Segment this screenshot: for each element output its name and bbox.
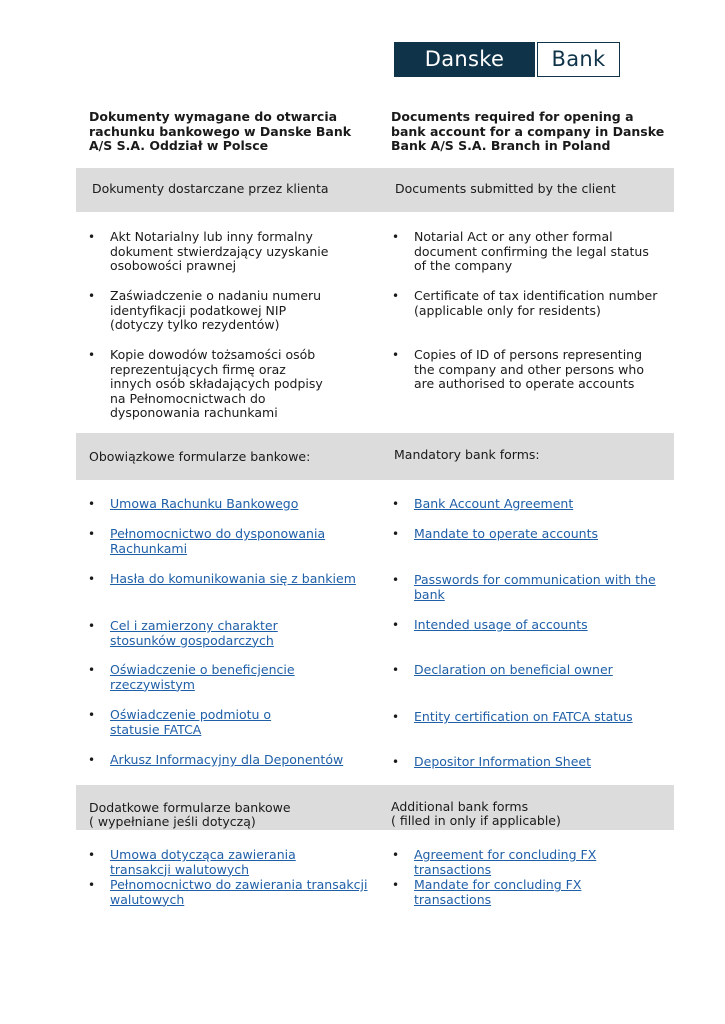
section-subheading-additional-forms-en: ( filled in only if applicable) [391, 813, 561, 828]
form-link-depositor-sheet-en[interactable]: • Depositor Information Sheet [392, 755, 662, 770]
list-item: • Notarial Act or any other formal document confirming the legal status of the company [392, 230, 662, 274]
form-link-intended-usage-pl[interactable]: • Cel i zamierzony charakter stosunków gospodarczych [88, 619, 338, 648]
section-heading-client-documents-pl: Dokumenty dostarczane przez klienta [92, 181, 329, 196]
list-item: • Akt Notarialny lub inny formalny dokument stwierdzający uzyskanie osobowości prawnej [88, 230, 368, 274]
section-heading-additional-forms-en: Additional bank forms [391, 799, 529, 814]
form-link-bank-account-agreement-pl[interactable]: • Umowa Rachunku Bankowego [88, 497, 368, 512]
form-link-intended-usage-en[interactable]: • Intended usage of accounts [392, 618, 662, 633]
logo-word-danske: Danske [394, 42, 535, 77]
list-item: • Zaświadczenie o nadaniu numeru identyfikacji podatkowej NIP (dotyczy tylko rezydentów) [88, 289, 328, 333]
document-title-english: Documents required for opening a bank account for a company in Danske Bank A/S S.A. Branch in Poland [391, 109, 665, 153]
form-link-beneficial-owner-en[interactable]: • Declaration on beneficial owner [392, 663, 662, 678]
form-link-beneficial-owner-pl[interactable]: • Oświadczenie o beneficjencie rzeczywistym [88, 663, 298, 692]
form-link-passwords-pl[interactable]: • Hasła do komunikowania się z bankiem [88, 572, 368, 587]
form-link-fx-mandate-pl[interactable]: • Pełnomocnictwo do zawierania transakcji walutowych [88, 878, 368, 907]
section-heading-additional-forms-pl: Dodatkowe formularze bankowe [89, 800, 291, 815]
form-link-fx-agreement-en[interactable]: • Agreement for concluding FX transactions [392, 848, 602, 877]
list-item: • Certificate of tax identification number (applicable only for residents) [392, 289, 662, 318]
document-title-polish: Dokumenty wymagane do otwarcia rachunku bankowego w Danske Bank A/S S.A. Oddział w Polsce [89, 109, 352, 153]
form-link-bank-account-agreement-en[interactable]: • Bank Account Agreement [392, 497, 662, 512]
section-subheading-additional-forms-pl: ( wypełniane jeśli dotyczą) [89, 814, 256, 829]
section-heading-mandatory-forms-pl: Obowiązkowe formularze bankowe: [89, 449, 311, 464]
section-heading-mandatory-forms-en: Mandatory bank forms: [394, 447, 540, 462]
form-link-fatca-en[interactable]: • Entity certification on FATCA status [392, 710, 662, 725]
form-link-fx-mandate-en[interactable]: • Mandate for concluding FX transactions [392, 878, 662, 907]
form-link-fx-agreement-pl[interactable]: • Umowa dotycząca zawierania transakcji walutowych [88, 848, 358, 877]
form-link-passwords-en[interactable]: • Passwords for communication with the bank [392, 573, 662, 602]
danske-bank-logo [394, 42, 620, 77]
form-link-fatca-pl[interactable]: • Oświadczenie podmiotu o statusie FATCA [88, 708, 318, 737]
logo-word-bank: Bank [537, 42, 620, 77]
form-link-mandate-en[interactable]: • Mandate to operate accounts [392, 527, 662, 542]
form-link-depositor-sheet-pl[interactable]: • Arkusz Informacyjny dla Deponentów [88, 753, 368, 768]
list-item: • Copies of ID of persons representing the company and other persons who are authorised to operate accounts [392, 348, 652, 392]
section-heading-client-documents-en: Documents submitted by the client [395, 181, 616, 196]
list-item: • Kopie dowodów tożsamości osób reprezentujących firmę oraz innych osób składających podpisy na Pełnomocnictwach do dysponowania rachunkami [88, 348, 328, 421]
form-link-mandate-pl[interactable]: • Pełnomocnictwo do dysponowania Rachunkami [88, 527, 338, 556]
